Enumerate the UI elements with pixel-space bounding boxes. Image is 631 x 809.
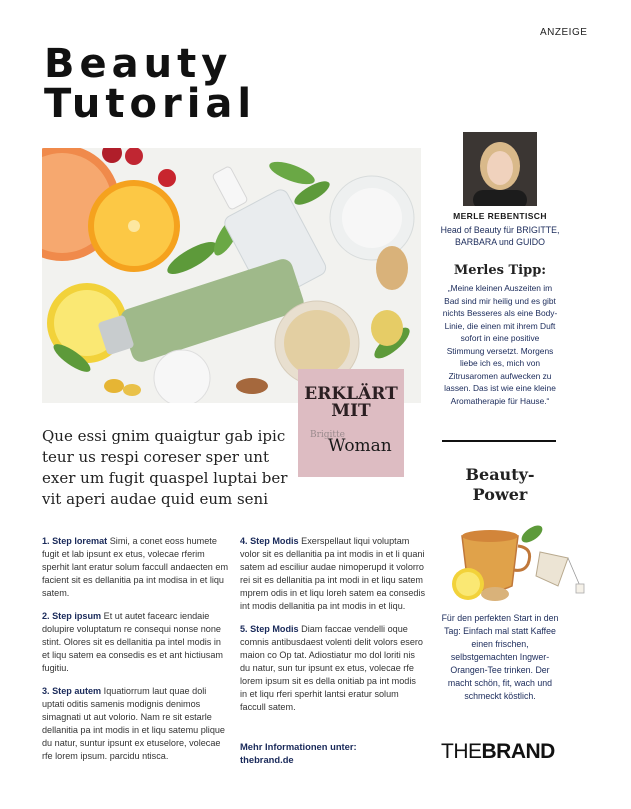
- step-item: [42, 610, 230, 675]
- step-label: 4. Step Modis: [240, 536, 299, 546]
- section-divider: [442, 440, 556, 442]
- step-label: 3. Step autem: [42, 686, 102, 696]
- beauty-power-text: Für den perfekten Start in den Tag: Einfach mal statt Kaffee einen frischen, selbstgemachten Ingwer-Orangen-Tee trinken. Der macht schön, fit, wach und schmeckt köstlich.: [441, 613, 559, 701]
- brand-badge: [298, 369, 404, 477]
- badge-brand-small: Brigitte: [310, 430, 345, 440]
- ad-label: ANZEIGE: [540, 27, 588, 38]
- page-title: [44, 41, 257, 127]
- step-item: [42, 535, 230, 600]
- badge-title: [298, 386, 404, 420]
- badge-line-2: MIT: [331, 401, 371, 421]
- step-text: Simi, a conet eoss humete fugit et lab ipsunt ex etus, volecae rferim sperhit lant eratur solum faccull andaecten em facient sit es dellanitia pa int modisa in et liqu satem.: [42, 536, 229, 598]
- lead-paragraph: Que essi gnim quaigtur gab ipic teur us respi coreser sper unt exer um fugit quaspel luptai ber vit aperi audae quid eum seni: [42, 427, 288, 508]
- tea-illustration: [440, 514, 590, 604]
- teacup-icon: [440, 514, 590, 604]
- step-label: 1. Step loremat: [42, 536, 108, 546]
- portrait-icon: [463, 132, 537, 206]
- more-info-link[interactable]: thebrand.de: [240, 754, 294, 765]
- tip-heading: Merles Tipp:: [453, 263, 547, 278]
- brand-logo-part1: THE: [441, 740, 482, 763]
- beauty-power-heading-1: Beauty-: [465, 465, 535, 484]
- badge-brand-main: Woman: [328, 436, 392, 456]
- step-item: [42, 685, 230, 763]
- tip-text: „Meine kleinen Auszeiten im Bad sind mir heilig und es gibt nichts Besseres als eine Body-Linie, die einen mit ihrem Duft sofort in eine positive Stimmung versetzt. Morgens liebe ich es, mich von Zitrusaromen aufwecken zu lassen. Das ist wie eine kleine Aromatherapie für Hause.“: [442, 283, 558, 406]
- brand-logo-part2: BRAND: [481, 740, 555, 763]
- step-text: Exerspellaut liqui voluptam volor sit es dellanitia pa int modis in et li quani satem ad esciliur audae nimoperupd it volorro rei sit es dellanitia pa int modi in et liqu satem mprem odis in et liqu loreh satem ea consedis int modis dellanitia pa int modis in et liqu.: [240, 536, 425, 611]
- hero-image: [42, 148, 421, 403]
- more-info: [240, 740, 357, 766]
- badge-line-1: ERKLÄRT: [304, 384, 398, 404]
- step-text: Et ut autet facearc iendaie dolupire voluptatum re consequi nonse none stint. Olores sit es dellanitia pa intel modis in et liqu satem ea consedis es et ant hictiusam fugitiu.: [42, 611, 223, 673]
- step-text: Diam faccae vendelli oque comnis antibusdaest volenti delit volors esero maion co Op tat. Adiostiatur mo dol loriti nis du natur, sun tur ipsunt ex etus, volecae rfe lorem ipsum sit es della onitiab pa int modis in et liqu rferi sperhit lantsi eratur solum faccull satem.: [240, 624, 423, 712]
- step-label: 2. Step ipsum: [42, 611, 102, 621]
- expert-portrait: [463, 132, 537, 206]
- cosmetics-citrus-illustration: [42, 148, 421, 403]
- beauty-power-heading: [440, 465, 560, 505]
- steps-column-right: [240, 535, 425, 724]
- expert-role: Head of Beauty für BRIGITTE, BARBARA und GUIDO: [440, 225, 560, 247]
- brand-logo: [441, 740, 555, 764]
- step-item: [240, 535, 425, 613]
- step-label: 5. Step Modis: [240, 624, 299, 634]
- more-info-label: Mehr Informationen unter:: [240, 741, 357, 752]
- beauty-power-heading-2: Power: [472, 485, 528, 504]
- steps-column-left: [42, 535, 230, 773]
- expert-name: MERLE REBENTISCH: [453, 211, 547, 221]
- step-item: [240, 623, 425, 714]
- title-line-2: Tutorial: [44, 81, 257, 127]
- step-text: Iquatiorrum laut quae doli uptati oditis samenis modignis denimos simagnati ut aut volorio. Nam re sit estarle dellanitia pa int modis in et liqu satemu plique du natur, suntur ipsunt ex etuselore, volecae rfe lorem ipsum. parcidu ntisca.: [42, 686, 225, 761]
- title-line-1: Beauty: [44, 41, 233, 87]
